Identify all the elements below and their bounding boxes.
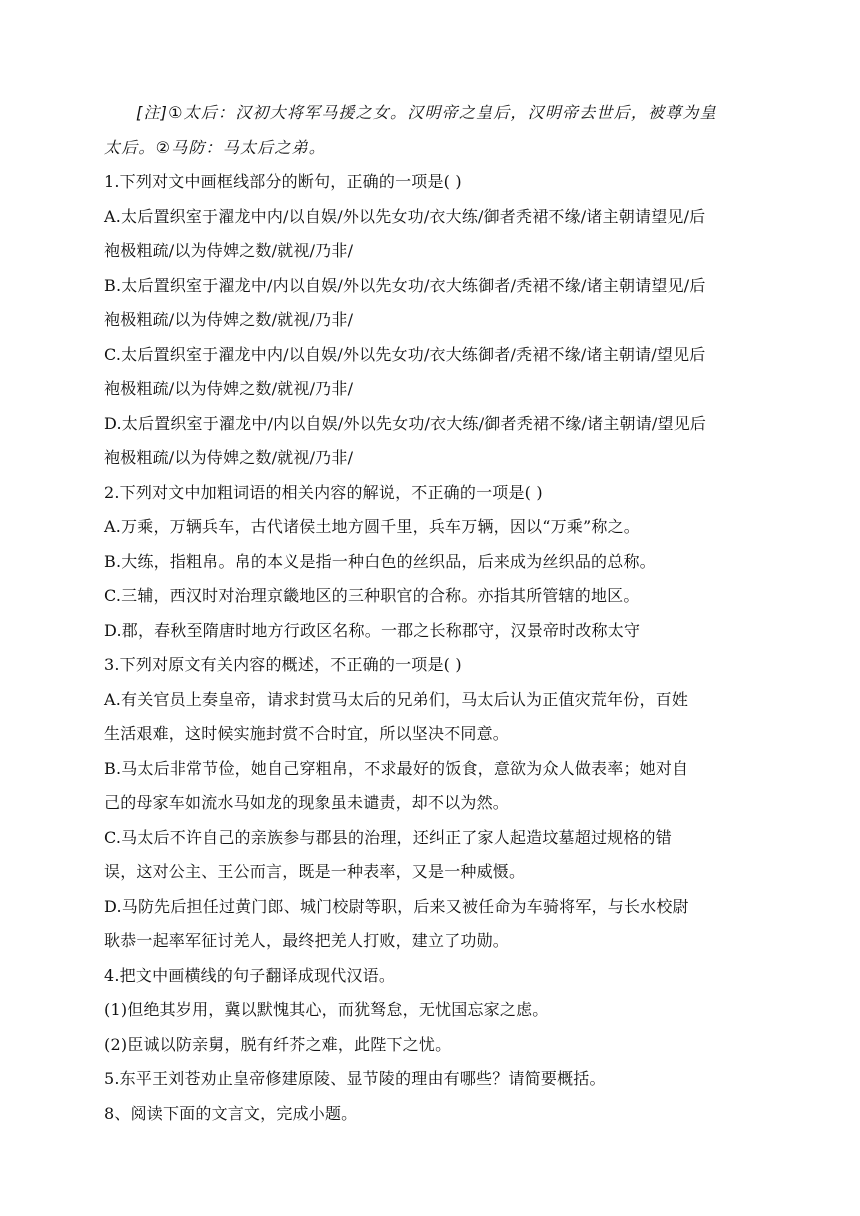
question-2-option-c: C.三辅，西汉时对治理京畿地区的三种职官的合称。亦指其所管辖的地区。: [104, 586, 640, 605]
question-3-option-d-line-1: D.马防先后担任过黄门郎、城门校尉等职，后来又被任命为车骑将军，与长水校尉: [104, 896, 689, 916]
question-1-option-b-line-1: B.太后置织室于濯龙中/内以自娱/外以先女功/衣大练御者/秃裙不缘/诸主朝请望见/后: [104, 275, 706, 295]
question-2-stem: 2.下列对文中加粗词语的相关内容的解说，不正确的一项是( ): [104, 482, 543, 502]
question-1-option-a-line-2: 袍极粗疏/以为侍婢之数/就视/乃非/: [104, 241, 354, 260]
question-3-option-b-line-2: 己的母家车如流水马如龙的现象虽未谴责，却不以为然。: [104, 793, 510, 812]
question-1-option-b-line-2: 袍极粗疏/以为侍婢之数/就视/乃非/: [104, 310, 354, 329]
question-3-option-c-line-1: C.马太后不许自己的亲族参与郡县的治理，还纠正了家人起造坟墓超过规格的错: [104, 827, 672, 847]
question-1-option-c-line-1: C.太后置织室于濯龙中内/以自娱/外以先女功/衣大练御者/秃裙不缘/诸主朝请/望见后: [104, 344, 706, 364]
question-1-option-c-line-2: 袍极粗疏/以为侍婢之数/就视/乃非/: [104, 379, 354, 398]
document-page: [104, 96, 744, 1131]
question-2-option-a: A.万乘，万辆兵车，古代诸侯土地方圆千里，兵车万辆，因以“万乘”称之。: [104, 517, 641, 536]
annotation-line-1: [注]①太后：汉初大将军马援之女。汉明帝之皇后，汉明帝去世后，被尊为皇: [136, 103, 717, 122]
question-1-option-d-line-2: 袍极粗疏/以为侍婢之数/就视/乃非/: [104, 448, 354, 467]
section-8-heading: 8、阅读下面的文言文，完成小题。: [104, 1103, 358, 1123]
question-3-option-c-line-2: 误，这对公主、王公而言，既是一种表率，又是一种威慑。: [104, 862, 526, 881]
question-5-stem: 5.东平王刘苍劝止皇帝修建原陵、显节陵的理由有哪些？请简要概括。: [104, 1069, 606, 1088]
question-3-option-a-line-1: A.有关官员上奏皇帝，请求封赏马太后的兄弟们，马太后认为正值灾荒年份，百姓: [104, 689, 689, 709]
question-3-option-a-line-2: 生活艰难，这时候实施封赏不合时宜，所以坚决不同意。: [104, 724, 510, 743]
question-2-option-b: B.大练，指粗帛。帛的本义是指一种白色的丝织品，后来成为丝织品的总称。: [104, 551, 656, 571]
question-4-sentence-2: (2)臣诚以防亲舅，脱有纤芥之难，此陛下之忧。: [104, 1034, 452, 1054]
question-4-sentence-1: (1)但绝其岁用，冀以默愧其心，而犹驽怠，无忧国忘家之虑。: [104, 1000, 549, 1019]
question-1-stem: 1.下列对文中画框线部分的断句，正确的一项是( ): [104, 172, 462, 191]
annotation-line-2: 太后。②马防：马太后之弟。: [104, 137, 326, 157]
question-1-option-a-line-1: A.太后置织室于濯龙中内/以自娱/外以先女功/衣大练/御者秃裙不缘/诸主朝请望见/后: [104, 206, 706, 226]
question-4-stem: 4.把文中画横线的句子翻译成现代汉语。: [104, 965, 396, 985]
question-3-option-b-line-1: B.马太后非常节俭，她自己穿粗帛，不求最好的饭食，意欲为众人做表率；她对自: [104, 758, 689, 778]
question-3-option-d-line-2: 耿恭一起率军征讨羌人，最终把羌人打败，建立了功勋。: [104, 931, 510, 950]
question-3-stem: 3.下列对原文有关内容的概述，不正确的一项是( ): [104, 655, 462, 674]
question-2-option-d: D.郡，春秋至隋唐时地方行政区名称。一郡之长称郡守，汉景帝时改称太守: [104, 620, 641, 640]
question-1-option-d-line-1: D.太后置织室于濯龙中/内以自娱/外以先女功/衣大练/御者秃裙不缘/诸主朝请/望见后: [104, 413, 707, 433]
